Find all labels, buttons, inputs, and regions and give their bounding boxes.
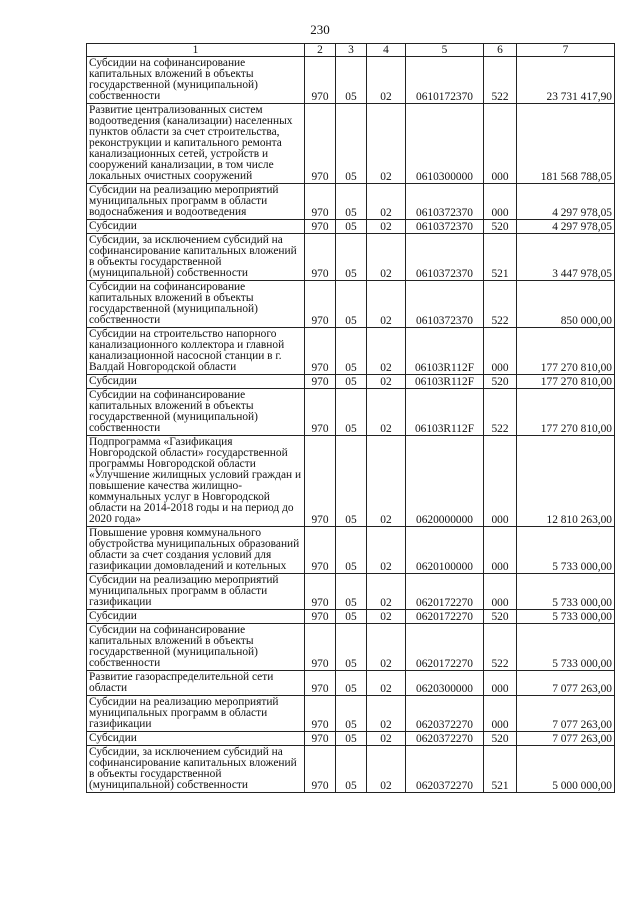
row-section-code: 05 <box>336 527 367 574</box>
row-amount: 5 733 000,00 <box>517 574 615 610</box>
row-amount: 177 270 810,00 <box>517 389 615 436</box>
row-target-article: 0610372370 <box>406 220 484 234</box>
row-ministry-code: 970 <box>305 184 336 220</box>
row-section-code: 05 <box>336 220 367 234</box>
row-ministry-code: 970 <box>305 696 336 732</box>
row-subsection-code: 02 <box>367 57 406 104</box>
table-row <box>87 732 615 746</box>
row-subsection-code: 02 <box>367 671 406 696</box>
row-section-code: 05 <box>336 732 367 746</box>
row-ministry-code: 970 <box>305 574 336 610</box>
row-ministry-code: 970 <box>305 375 336 389</box>
row-amount: 23 731 417,90 <box>517 57 615 104</box>
row-expense-type: 000 <box>484 696 517 732</box>
row-name: Повышение уровня коммунального обустройства муниципальных образований области за счет создания условий для газификации домовладений и котельных <box>87 527 305 574</box>
row-ministry-code: 970 <box>305 671 336 696</box>
row-amount: 177 270 810,00 <box>517 328 615 375</box>
row-name: Субсидии <box>87 220 305 234</box>
table-row <box>87 527 615 574</box>
row-subsection-code: 02 <box>367 574 406 610</box>
header-col-5: 5 <box>406 44 484 57</box>
row-target-article: 0620172270 <box>406 610 484 624</box>
row-target-article: 0620300000 <box>406 671 484 696</box>
table-row <box>87 57 615 104</box>
row-target-article: 0620172270 <box>406 574 484 610</box>
row-expense-type: 000 <box>484 104 517 184</box>
row-subsection-code: 02 <box>367 746 406 793</box>
row-expense-type: 522 <box>484 389 517 436</box>
row-section-code: 05 <box>336 281 367 328</box>
row-amount: 3 447 978,05 <box>517 234 615 281</box>
row-name: Субсидии на реализацию мероприятий муниципальных программ в области газификации <box>87 574 305 610</box>
table-row <box>87 610 615 624</box>
row-subsection-code: 02 <box>367 732 406 746</box>
row-amount: 177 270 810,00 <box>517 375 615 389</box>
row-ministry-code: 970 <box>305 436 336 527</box>
row-expense-type: 522 <box>484 281 517 328</box>
row-subsection-code: 02 <box>367 220 406 234</box>
row-ministry-code: 970 <box>305 234 336 281</box>
row-section-code: 05 <box>336 671 367 696</box>
row-subsection-code: 02 <box>367 436 406 527</box>
table-row <box>87 624 615 671</box>
table-row <box>87 104 615 184</box>
row-section-code: 05 <box>336 574 367 610</box>
row-name: Субсидии на софинансирование капитальных вложений в объекты государственной (муниципальной) собственности <box>87 624 305 671</box>
row-amount: 181 568 788,05 <box>517 104 615 184</box>
row-name: Субсидии <box>87 732 305 746</box>
row-amount: 12 810 263,00 <box>517 436 615 527</box>
row-name: Подпрограмма «Газификация Новгородской области» государственной программы Новгородской области «Улучшение жилищных условий граждан и повышение качества жилищно-коммунальных услуг в Новгородской области на 2014-2018 годы и на период до 2020 года» <box>87 436 305 527</box>
row-subsection-code: 02 <box>367 184 406 220</box>
row-section-code: 05 <box>336 746 367 793</box>
row-amount: 5 733 000,00 <box>517 610 615 624</box>
row-ministry-code: 970 <box>305 220 336 234</box>
row-target-article: 0610172370 <box>406 57 484 104</box>
table-row <box>87 184 615 220</box>
row-expense-type: 520 <box>484 375 517 389</box>
table-row <box>87 696 615 732</box>
row-expense-type: 000 <box>484 574 517 610</box>
table-row <box>87 328 615 375</box>
row-target-article: 0610372370 <box>406 281 484 328</box>
row-amount: 5 000 000,00 <box>517 746 615 793</box>
row-target-article: 0610372370 <box>406 234 484 281</box>
row-expense-type: 520 <box>484 610 517 624</box>
row-section-code: 05 <box>336 184 367 220</box>
row-amount: 5 733 000,00 <box>517 624 615 671</box>
row-ministry-code: 970 <box>305 281 336 328</box>
row-subsection-code: 02 <box>367 375 406 389</box>
row-name: Субсидии на софинансирование капитальных вложений в объекты государственной (муниципальной) собственности <box>87 389 305 436</box>
table-row <box>87 746 615 793</box>
row-name: Субсидии на софинансирование капитальных вложений в объекты государственной (муниципальной) собственности <box>87 57 305 104</box>
page-number: 230 <box>310 22 330 37</box>
row-expense-type: 520 <box>484 732 517 746</box>
row-section-code: 05 <box>336 57 367 104</box>
row-ministry-code: 970 <box>305 732 336 746</box>
table-row <box>87 375 615 389</box>
row-amount: 5 733 000,00 <box>517 527 615 574</box>
row-ministry-code: 970 <box>305 389 336 436</box>
row-name: Субсидии, за исключением субсидий на софинансирование капитальных вложений в объекты государственной (муниципальной) собственности <box>87 234 305 281</box>
budget-table <box>86 43 615 793</box>
row-name: Субсидии на софинансирование капитальных вложений в объекты государственной (муниципальной) собственности <box>87 281 305 328</box>
row-subsection-code: 02 <box>367 624 406 671</box>
row-target-article: 0620372270 <box>406 746 484 793</box>
row-ministry-code: 970 <box>305 57 336 104</box>
row-ministry-code: 970 <box>305 624 336 671</box>
row-name: Развитие газораспределительной сети области <box>87 671 305 696</box>
row-name: Субсидии, за исключением субсидий на софинансирование капитальных вложений в объекты государственной (муниципальной) собственности <box>87 746 305 793</box>
row-subsection-code: 02 <box>367 389 406 436</box>
row-section-code: 05 <box>336 328 367 375</box>
row-section-code: 05 <box>336 104 367 184</box>
row-expense-type: 000 <box>484 328 517 375</box>
row-amount: 7 077 263,00 <box>517 732 615 746</box>
header-col-3: 3 <box>336 44 367 57</box>
row-amount: 7 077 263,00 <box>517 671 615 696</box>
row-name: Субсидии на реализацию мероприятий муниципальных программ в области водоснабжения и водоотведения <box>87 184 305 220</box>
row-amount: 4 297 978,05 <box>517 184 615 220</box>
row-name: Субсидии <box>87 375 305 389</box>
row-target-article: 06103R112F <box>406 389 484 436</box>
row-ministry-code: 970 <box>305 328 336 375</box>
row-section-code: 05 <box>336 389 367 436</box>
row-expense-type: 000 <box>484 436 517 527</box>
header-col-6: 6 <box>484 44 517 57</box>
table-row <box>87 574 615 610</box>
row-section-code: 05 <box>336 375 367 389</box>
row-target-article: 0620000000 <box>406 436 484 527</box>
row-target-article: 0620100000 <box>406 527 484 574</box>
table-row <box>87 389 615 436</box>
row-subsection-code: 02 <box>367 610 406 624</box>
row-target-article: 06103R112F <box>406 328 484 375</box>
table-row <box>87 671 615 696</box>
row-amount: 850 000,00 <box>517 281 615 328</box>
row-target-article: 0610300000 <box>406 104 484 184</box>
row-target-article: 0620172270 <box>406 624 484 671</box>
row-expense-type: 522 <box>484 624 517 671</box>
header-col-2: 2 <box>305 44 336 57</box>
row-subsection-code: 02 <box>367 328 406 375</box>
row-expense-type: 000 <box>484 527 517 574</box>
header-col-4: 4 <box>367 44 406 57</box>
row-amount: 4 297 978,05 <box>517 220 615 234</box>
row-target-article: 0620372270 <box>406 732 484 746</box>
row-section-code: 05 <box>336 610 367 624</box>
row-subsection-code: 02 <box>367 104 406 184</box>
row-section-code: 05 <box>336 696 367 732</box>
row-expense-type: 521 <box>484 746 517 793</box>
table-row <box>87 281 615 328</box>
header-col-7: 7 <box>517 44 615 57</box>
table-row <box>87 234 615 281</box>
row-section-code: 05 <box>336 234 367 281</box>
row-expense-type: 521 <box>484 234 517 281</box>
row-target-article: 0620372270 <box>406 696 484 732</box>
row-subsection-code: 02 <box>367 281 406 328</box>
row-ministry-code: 970 <box>305 746 336 793</box>
row-name: Субсидии на строительство напорного канализационного коллектора и главной канализационной насосной станции в г. Валдай Новгородской области <box>87 328 305 375</box>
table-header-row <box>87 44 615 57</box>
row-expense-type: 520 <box>484 220 517 234</box>
row-ministry-code: 970 <box>305 610 336 624</box>
row-name: Развитие централизованных систем водоотведения (канализации) населенных пунктов области за счет строительства, реконструкции и капитального ремонта канализационных сетей, устройств и сооружений канализации, в том числе локальных очистных сооружений <box>87 104 305 184</box>
row-amount: 7 077 263,00 <box>517 696 615 732</box>
row-target-article: 0610372370 <box>406 184 484 220</box>
row-section-code: 05 <box>336 624 367 671</box>
table-row <box>87 220 615 234</box>
table-row <box>87 436 615 527</box>
row-expense-type: 522 <box>484 57 517 104</box>
row-expense-type: 000 <box>484 671 517 696</box>
row-expense-type: 000 <box>484 184 517 220</box>
row-ministry-code: 970 <box>305 104 336 184</box>
row-ministry-code: 970 <box>305 527 336 574</box>
row-name: Субсидии <box>87 610 305 624</box>
row-section-code: 05 <box>336 436 367 527</box>
row-subsection-code: 02 <box>367 696 406 732</box>
row-subsection-code: 02 <box>367 234 406 281</box>
row-target-article: 06103R112F <box>406 375 484 389</box>
row-subsection-code: 02 <box>367 527 406 574</box>
header-col-1: 1 <box>87 44 305 57</box>
row-name: Субсидии на реализацию мероприятий муниципальных программ в области газификации <box>87 696 305 732</box>
